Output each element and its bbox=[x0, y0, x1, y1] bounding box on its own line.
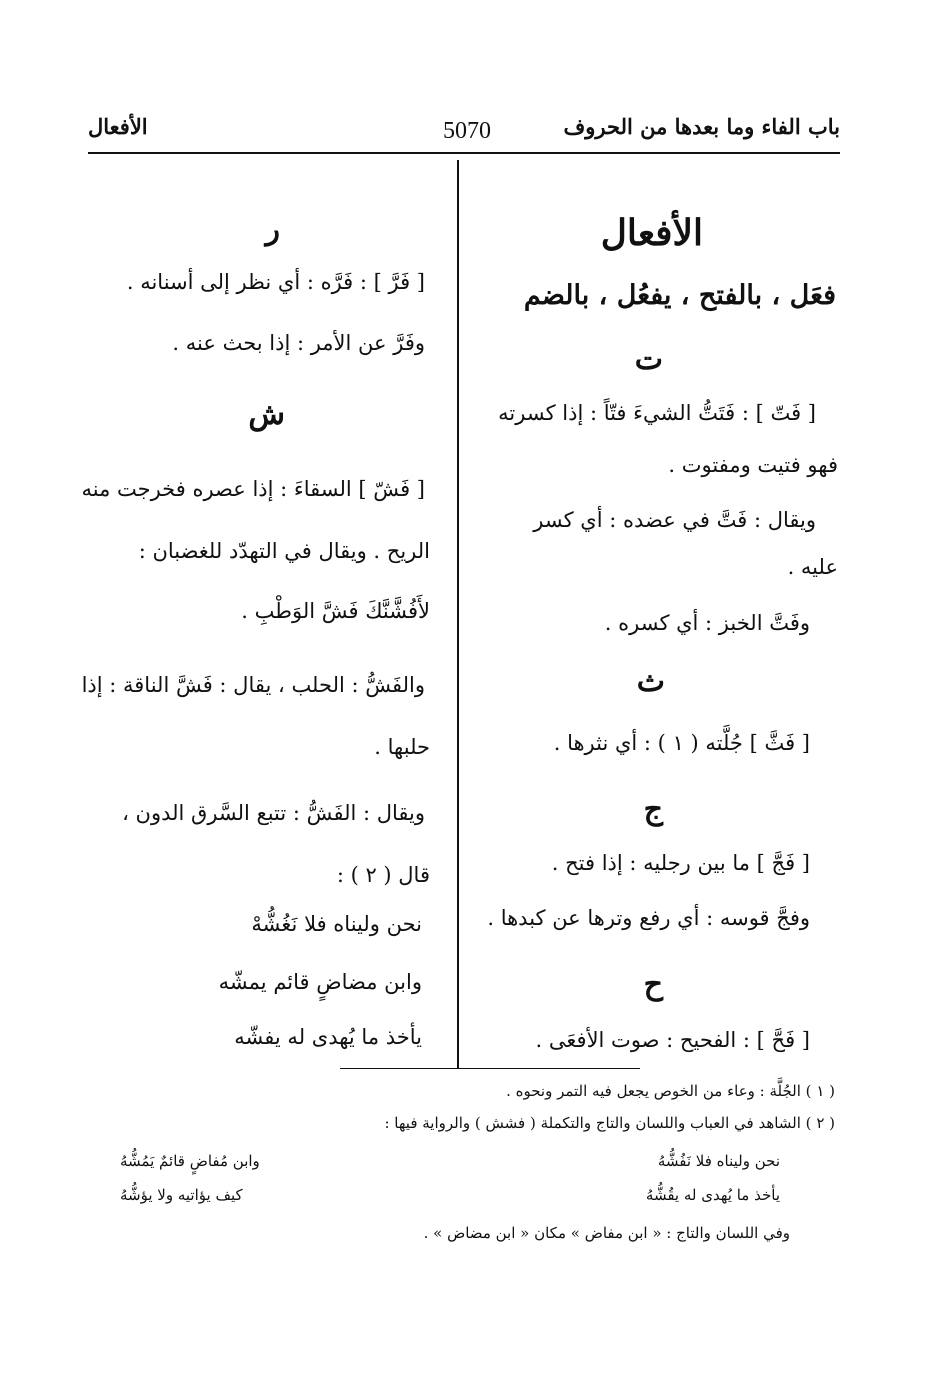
letter-heading: ح bbox=[643, 967, 663, 1002]
column-divider bbox=[457, 160, 459, 1068]
entry-line: فهو فتيت ومفتوت . bbox=[668, 453, 838, 477]
entry-line: [ فَحَّ ] : الفحيح : صوت الأفعَى . bbox=[535, 1028, 810, 1052]
entry-line: لأَفُشَّنَّكَ فَشَّ الوَطْبِ . bbox=[241, 599, 430, 623]
verse-line: وابن مضاضٍ قائم يمشّه bbox=[218, 970, 422, 994]
entry-line: [ فَجَّ ] ما بين رجليه : إذا فتح . bbox=[551, 851, 810, 875]
entry-line: [ فَثَّ ] جُلَّته ( ١ ) : أي نثرها . bbox=[553, 731, 810, 755]
letter-heading: ث bbox=[636, 664, 665, 699]
footnote-rule bbox=[340, 1068, 640, 1069]
letter-heading: ر bbox=[265, 212, 280, 247]
footnote-verse: نحن وليناه فلا نَفُشُّهُ bbox=[657, 1152, 780, 1170]
entry-line: وفجَّ قوسه : أي رفع وترها عن كبدها . bbox=[487, 906, 810, 930]
letter-heading: ش bbox=[248, 397, 285, 432]
footnote-1: ( ١ ) الجُلَّة : وعاء من الخوص يجعل فيه التمر ونحوه . bbox=[506, 1082, 835, 1100]
entry-line: وفَتَّ الخبز : أي كسره . bbox=[604, 611, 810, 635]
header-rule bbox=[88, 152, 840, 154]
verse-line: نحن وليناه فلا نَغُشُّهْ bbox=[251, 912, 422, 936]
entry-line: الريح . ويقال في التهدّد للغضبان : bbox=[138, 539, 430, 563]
entry-line: والفَشُّ : الحلب ، يقال : فَشَّ الناقة : إذا bbox=[81, 673, 425, 697]
entry-line: قال ( ٢ ) : bbox=[336, 863, 430, 887]
sub-heading: فعَل ، بالفتح ، يفعُل ، بالضم bbox=[523, 280, 836, 311]
footnote-verse: يأخذ ما يُهدى له يقُشُّهُ bbox=[645, 1186, 780, 1204]
letter-heading: ت bbox=[634, 342, 663, 377]
entry-line: ويقال : فَتَّ في عضده : أي كسر bbox=[533, 508, 816, 532]
footnote-verse: وابن مُفاضٍ قائمٌ يَمُشُّهُ bbox=[120, 1152, 260, 1170]
chapter-title: باب الفاء وما بعدها من الحروف bbox=[563, 114, 840, 139]
entry-line: حلبها . bbox=[374, 735, 430, 759]
entry-line: [ فَرَّ ] : فَرَّه : أي نظر إلى أسنانه . bbox=[126, 270, 425, 294]
footnote-3: وفي اللسان والتاج : « ابن مفاض » مكان « ابن مضاض » . bbox=[423, 1224, 790, 1242]
section-title: الأفعال bbox=[88, 114, 148, 139]
footnote-verse: كيف يؤاتيه ولا يؤشُّهُ bbox=[120, 1186, 243, 1204]
footnote-2: ( ٢ ) الشاهد في العباب واللسان والتاج والتكملة ( فشش ) والرواية فيها : bbox=[384, 1114, 835, 1132]
letter-heading: ج bbox=[643, 792, 663, 827]
main-heading: الأفعال bbox=[600, 212, 703, 254]
verse-line: يأخذ ما يُهدى له يفشّه bbox=[234, 1025, 422, 1049]
page-number: 5070 bbox=[443, 118, 491, 144]
entry-line: [ فَشّ ] السقاءَ : إذا عصره فخرجت منه bbox=[81, 477, 425, 501]
running-head bbox=[88, 108, 840, 148]
entry-line: [ فَتّ ] : فَتَتُّ الشيءَ فتّاً : إذا كسرته bbox=[498, 401, 816, 425]
entry-line: ويقال : الفَشُّ : تتبع السَّرق الدون ، bbox=[122, 801, 425, 825]
entry-line: وفَرَّ عن الأمر : إذا بحث عنه . bbox=[172, 331, 425, 355]
entry-line: عليه . bbox=[787, 555, 838, 579]
